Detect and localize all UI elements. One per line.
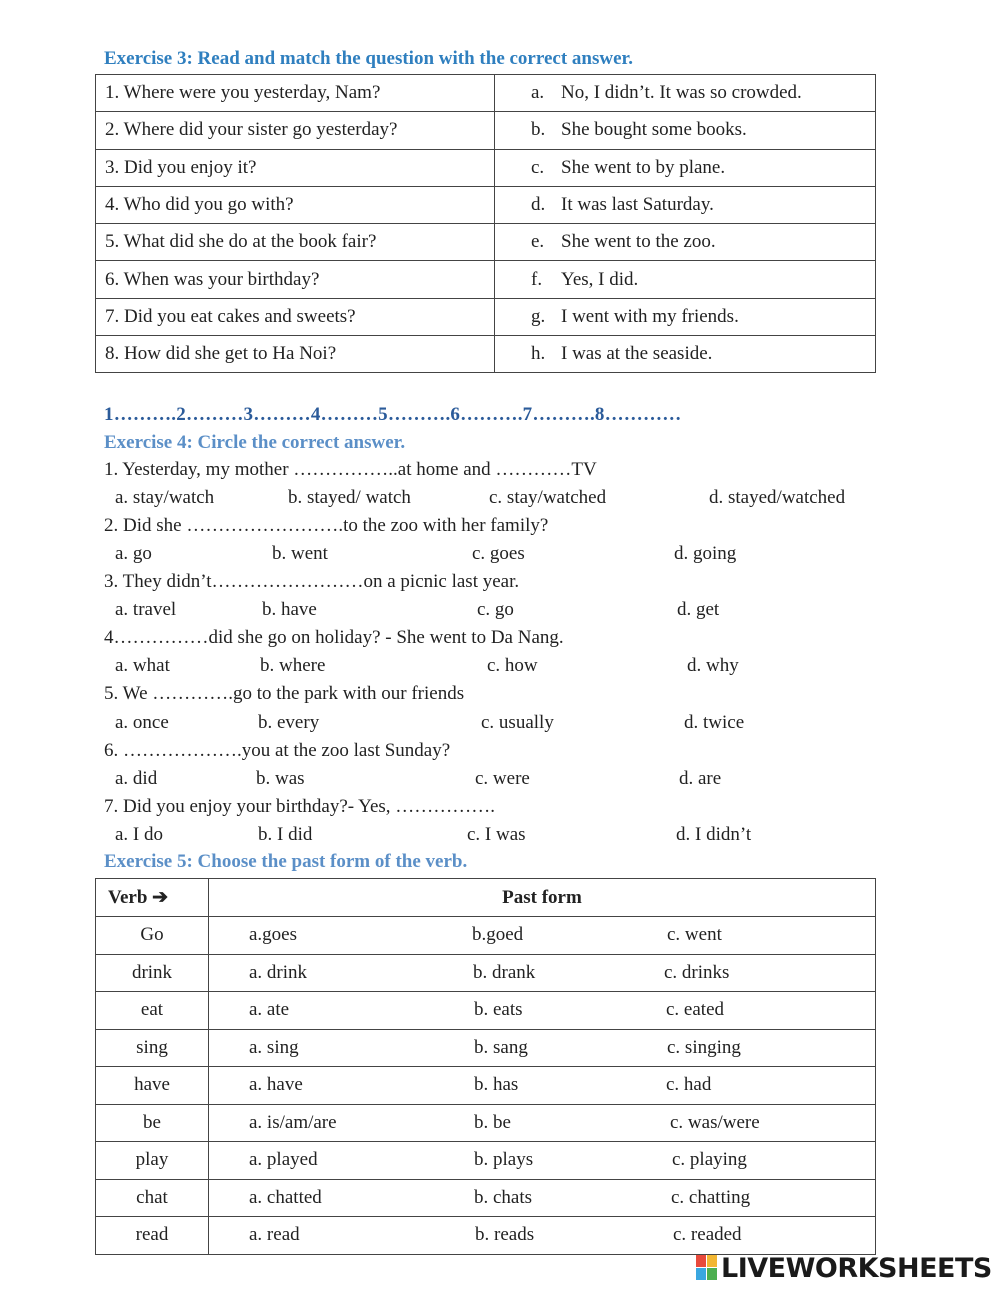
answer-letter: f. [531, 268, 543, 290]
table-row [96, 992, 876, 1030]
choice-c[interactable]: c. went [667, 924, 722, 946]
choice-a[interactable]: a. drink [249, 961, 308, 983]
table-row [96, 336, 876, 373]
table-row [96, 261, 876, 298]
option-3d[interactable]: d. get [677, 599, 720, 620]
option-6c[interactable]: c. were [475, 768, 530, 789]
match-table [95, 74, 876, 373]
answer-letter: c. [531, 156, 545, 178]
verb-cell: Go [96, 917, 209, 955]
question-3: 3. They didn’t……………………on a picnic last year. [104, 571, 520, 592]
table-row [96, 75, 876, 112]
option-5b[interactable]: b. every [258, 712, 320, 733]
answer-letter: h. [531, 343, 546, 365]
match-question: 2. Where did your sister go yesterday? [96, 112, 495, 149]
match-answer [495, 298, 876, 335]
choice-b[interactable]: b. be [474, 1111, 511, 1133]
option-5d[interactable]: d. twice [684, 712, 745, 733]
answer-text: She went to by plane. [561, 156, 726, 178]
choice-c[interactable]: c. was/were [670, 1111, 760, 1133]
table-row [96, 1104, 876, 1142]
option-3c[interactable]: c. go [477, 599, 514, 620]
option-1a[interactable]: a. stay/watch [115, 487, 215, 508]
answer-text: No, I didn’t. It was so crowded. [561, 82, 802, 104]
choice-c[interactable]: c. drinks [664, 961, 730, 983]
table-row [96, 1067, 876, 1105]
choice-b[interactable]: b. eats [474, 999, 523, 1021]
choice-b[interactable]: b. has [474, 1074, 519, 1096]
option-1d[interactable]: d. stayed/watched [709, 487, 846, 508]
table-row [96, 1179, 876, 1217]
choice-a[interactable]: a. is/am/are [249, 1111, 337, 1133]
match-answer-line[interactable]: 1……….2………3………4………5……….6……….7……….8………… [104, 404, 682, 425]
table-row [96, 112, 876, 149]
answer-letter: e. [531, 231, 545, 253]
option-4b[interactable]: b. where [260, 655, 326, 676]
option-3a[interactable]: a. travel [115, 599, 177, 620]
liveworksheets-logo [696, 1253, 992, 1283]
table-row [96, 298, 876, 335]
verb-column-header: Verb ➔ [96, 879, 209, 917]
option-1c[interactable]: c. stay/watched [489, 487, 607, 508]
option-5c[interactable]: c. usually [481, 712, 554, 733]
answer-text: Yes, I did. [561, 268, 639, 290]
choices-cell [209, 1029, 876, 1067]
verb-cell: have [96, 1067, 209, 1105]
option-2d[interactable]: d. going [674, 543, 737, 564]
match-answer [495, 261, 876, 298]
option-2a[interactable]: a. go [115, 543, 152, 564]
match-question: 8. How did she get to Ha Noi? [96, 336, 495, 373]
choice-a[interactable]: a.goes [249, 924, 298, 946]
option-4c[interactable]: c. how [487, 655, 538, 676]
choices-cell [209, 1179, 876, 1217]
answer-text: I went with my friends. [561, 305, 739, 327]
choice-b[interactable]: b. plays [474, 1149, 534, 1171]
choice-c[interactable]: c. readed [673, 1224, 742, 1246]
match-answer [495, 75, 876, 112]
answer-text: She went to the zoo. [561, 231, 716, 253]
option-6d[interactable]: d. are [679, 768, 722, 789]
table-row [96, 954, 876, 992]
question-2: 2. Did she …………………….to the zoo with her family? [104, 515, 549, 536]
choices-cell [209, 1104, 876, 1142]
table-row [96, 1142, 876, 1180]
option-4d[interactable]: d. why [687, 655, 739, 676]
table-row [96, 917, 876, 955]
choice-c[interactable]: c. playing [672, 1149, 747, 1171]
option-2b[interactable]: b. went [272, 543, 328, 564]
verb-cell: play [96, 1142, 209, 1180]
verb-table [95, 878, 876, 1255]
match-question: 5. What did she do at the book fair? [96, 224, 495, 261]
option-7b[interactable]: b. I did [258, 824, 313, 845]
table-row [96, 186, 876, 223]
question-5: 5. We ………….go to the park with our friends [104, 683, 465, 704]
table-row [96, 1217, 876, 1255]
exercise5-heading: Exercise 5: Choose the past form of the verb. [104, 851, 468, 872]
choices-cell [209, 992, 876, 1030]
choice-b[interactable]: b. sang [474, 1036, 528, 1058]
choice-c[interactable]: c. had [666, 1074, 712, 1096]
choice-a[interactable]: a. chatted [249, 1186, 322, 1208]
verb-cell: sing [96, 1029, 209, 1067]
answer-letter: g. [531, 305, 546, 327]
verb-cell: read [96, 1217, 209, 1255]
choice-b[interactable]: b. reads [475, 1224, 535, 1246]
table-row [96, 224, 876, 261]
choice-c[interactable]: c. singing [667, 1036, 741, 1058]
logo-text: LIVEWORKSHEETS [721, 1252, 992, 1284]
match-answer [495, 112, 876, 149]
past-form-column-header: Past form [209, 879, 876, 917]
question-6: 6. ……………….you at the zoo last Sunday? [104, 740, 451, 761]
choice-b[interactable]: b. drank [473, 961, 536, 983]
exercise3-heading: Exercise 3: Read and match the question with the correct answer. [104, 48, 633, 69]
question-1: 1. Yesterday, my mother ……………..at home and …………TV [104, 459, 597, 480]
choice-a[interactable]: a. have [249, 1074, 303, 1096]
answer-text: I was at the seaside. [561, 343, 713, 365]
answer-text: It was last Saturday. [561, 194, 714, 216]
verb-cell: eat [96, 992, 209, 1030]
choices-cell [209, 954, 876, 992]
option-1b[interactable]: b. stayed/ watch [288, 487, 411, 508]
option-6b[interactable]: b. was [256, 768, 305, 789]
choice-c[interactable]: c. eated [666, 999, 725, 1021]
answer-letter: d. [531, 194, 546, 216]
choice-a[interactable]: a. read [249, 1224, 300, 1246]
match-question: 3. Did you enjoy it? [96, 149, 495, 186]
option-3b[interactable]: b. have [262, 599, 317, 620]
option-4a[interactable]: a. what [115, 655, 170, 676]
liveworksheets-logo-icon [696, 1255, 718, 1281]
match-answer [495, 149, 876, 186]
question-4: 4……………did she go on holiday? - She went to Da Nang. [104, 627, 564, 648]
choices-cell [209, 1142, 876, 1180]
answer-letter: b. [531, 119, 546, 141]
option-7c[interactable]: c. I was [467, 824, 526, 845]
match-question: 6. When was your birthday? [96, 261, 495, 298]
choice-a[interactable]: a. ate [249, 999, 290, 1021]
choice-b[interactable]: b.goed [472, 924, 524, 946]
option-7d[interactable]: d. I didn’t [676, 824, 752, 845]
choices-cell [209, 1217, 876, 1255]
table-row [96, 1029, 876, 1067]
answer-letter: a. [531, 82, 545, 104]
question-7: 7. Did you enjoy your birthday?- Yes, ……………. [104, 796, 496, 817]
exercise4-heading: Exercise 4: Circle the correct answer. [104, 432, 406, 453]
table-header-row [96, 879, 876, 917]
verb-cell: drink [96, 954, 209, 992]
match-question: 7. Did you eat cakes and sweets? [96, 298, 495, 335]
option-6a[interactable]: a. did [115, 768, 158, 789]
match-question: 4. Who did you go with? [96, 186, 495, 223]
option-2c[interactable]: c. goes [472, 543, 525, 564]
match-question: 1. Where were you yesterday, Nam? [96, 75, 495, 112]
table-row [96, 149, 876, 186]
verb-cell: chat [96, 1179, 209, 1217]
match-answer [495, 186, 876, 223]
verb-cell: be [96, 1104, 209, 1142]
choice-a[interactable]: a. played [249, 1149, 318, 1171]
choices-cell [209, 1067, 876, 1105]
option-5a[interactable]: a. once [115, 712, 169, 733]
match-answer [495, 224, 876, 261]
option-7a[interactable]: a. I do [115, 824, 164, 845]
choices-cell [209, 917, 876, 955]
match-answer [495, 336, 876, 373]
answer-text: She bought some books. [561, 119, 747, 141]
choice-a[interactable]: a. sing [249, 1036, 299, 1058]
choice-b[interactable]: b. chats [474, 1186, 533, 1208]
choice-c[interactable]: c. chatting [671, 1186, 751, 1208]
